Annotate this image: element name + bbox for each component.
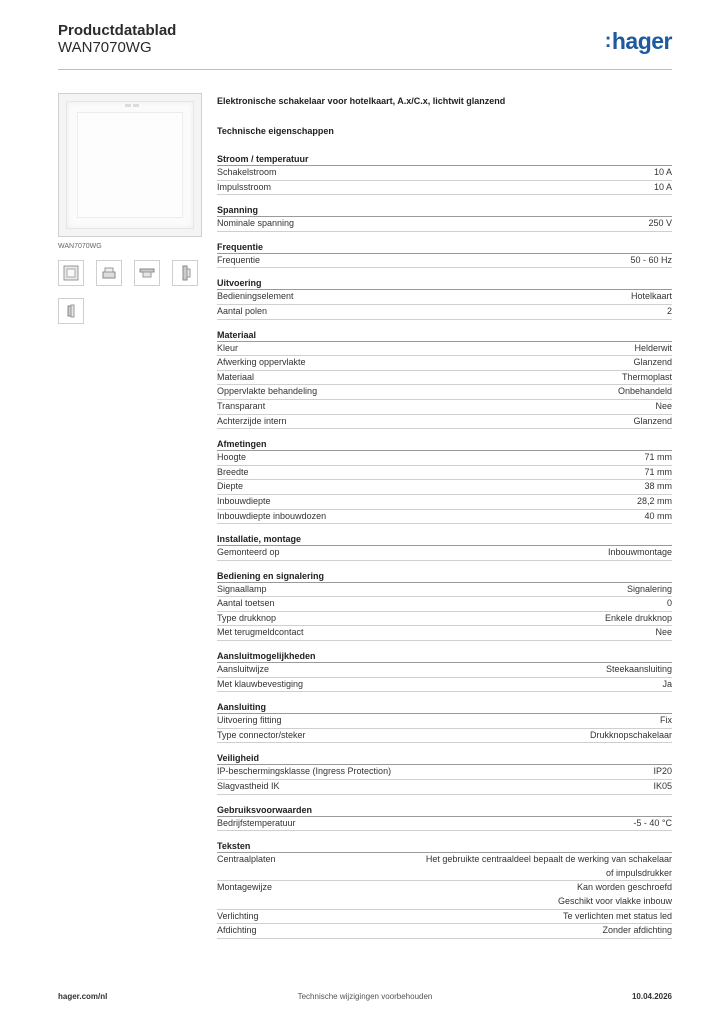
section-title: Frequentie <box>217 240 672 254</box>
spec-label: Signaallamp <box>217 583 267 594</box>
product-image-panel <box>58 93 202 324</box>
spec-row <box>217 371 672 386</box>
spec-value: Signalering <box>626 583 672 594</box>
spec-value: Te verlichten met status led <box>562 910 672 921</box>
product-description: Elektronische schakelaar voor hotelkaart, A.x/C.x, lichtwit glanzend <box>217 96 506 106</box>
spec-value: Zonder afdichting <box>602 925 672 936</box>
spec-label: Transparant <box>217 400 266 411</box>
section-title: Aansluitmogelijkheden <box>217 649 672 663</box>
spec-value: Nee <box>655 400 672 411</box>
spec-row <box>217 510 672 525</box>
spec-value: 40 mm <box>644 510 672 521</box>
spec-value: 10 A <box>653 181 672 192</box>
section-title: Aansluiting <box>217 700 672 714</box>
thumbnail-row <box>58 260 202 286</box>
spec-row <box>217 415 672 430</box>
spec-label: Frequentie <box>217 254 261 265</box>
spec-row <box>217 342 672 357</box>
spec-sections <box>217 152 672 939</box>
spec-section <box>217 276 672 319</box>
spec-value: Glanzend <box>633 415 672 426</box>
spec-value: Thermoplast <box>621 371 672 382</box>
spec-label: IP-beschermingsklasse (Ingress Protection) <box>217 766 392 777</box>
product-code: WAN7070WG <box>58 39 152 56</box>
footer-disclaimer: Technische wijzigingen voorbehouden <box>297 992 433 1001</box>
spec-row <box>217 451 672 466</box>
front-view-icon[interactable] <box>58 260 84 286</box>
spec-value: Glanzend <box>633 357 672 368</box>
spec-row <box>217 466 672 481</box>
spec-label: Slagvastheid IK <box>217 781 280 792</box>
spec-row <box>217 729 672 744</box>
spec-row <box>217 217 672 232</box>
section-title: Spanning <box>217 203 672 217</box>
spec-row <box>217 546 672 561</box>
spec-label: Impulsstroom <box>217 181 272 192</box>
spec-label: Nominale spanning <box>217 218 295 229</box>
spec-value: 71 mm <box>644 452 672 463</box>
spec-section <box>217 649 672 692</box>
spec-label: Type connector/steker <box>217 729 306 740</box>
spec-row <box>217 765 672 780</box>
spec-value: 50 - 60 Hz <box>630 254 672 265</box>
spec-row <box>217 853 672 881</box>
spec-section <box>217 532 672 561</box>
section-title: Stroom / temperatuur <box>217 152 672 166</box>
spec-section <box>217 569 672 641</box>
spec-label: Centraalplaten <box>217 854 276 865</box>
spec-label: Uitvoering fitting <box>217 715 282 726</box>
spec-section <box>217 839 672 939</box>
section-title: Gebruiksvoorwaarden <box>217 803 672 817</box>
spec-label: Oppervlakte behandeling <box>217 386 318 397</box>
spec-value: 28,2 mm <box>636 495 672 506</box>
spec-value: Enkele drukknop <box>604 612 672 623</box>
spec-value: 250 V <box>648 218 672 229</box>
spec-row <box>217 817 672 832</box>
spec-row <box>217 663 672 678</box>
technical-properties-heading: Technische eigenschappen <box>217 126 334 136</box>
spec-section <box>217 437 672 524</box>
spec-row <box>217 356 672 371</box>
spec-section <box>217 751 672 794</box>
spec-row <box>217 678 672 693</box>
spec-label: Aantal polen <box>217 305 268 316</box>
spec-label: Aansluitwijze <box>217 664 270 675</box>
footer-website[interactable]: hager.com/nl <box>58 992 108 1001</box>
spec-value: -5 - 40 °C <box>633 817 672 828</box>
spec-value: Nee <box>655 627 672 638</box>
edge-view-icon[interactable] <box>58 298 84 324</box>
spec-row <box>217 480 672 495</box>
spec-label: Montagewijze <box>217 882 273 893</box>
spec-row <box>217 385 672 400</box>
profile-view-icon[interactable] <box>172 260 198 286</box>
card-slot-mark <box>133 104 139 107</box>
spec-section <box>217 803 672 832</box>
product-photo <box>58 93 202 237</box>
spec-row <box>217 910 672 925</box>
spec-label: Inbouwdiepte <box>217 495 271 506</box>
spec-value: IK05 <box>653 781 672 792</box>
page-header <box>58 22 672 70</box>
hager-logo: :hager <box>604 28 672 54</box>
section-title: Afmetingen <box>217 437 672 451</box>
spec-value: Steekaansluiting <box>605 664 672 675</box>
spec-row <box>217 597 672 612</box>
spec-label: Diepte <box>217 481 244 492</box>
spec-value: Inbouwmontage <box>607 547 672 558</box>
spec-value: Onbehandeld <box>617 386 672 397</box>
spec-value: Helderwit <box>634 342 672 353</box>
spec-row <box>217 780 672 795</box>
logo-text: hager <box>611 28 672 54</box>
spec-value: 71 mm <box>644 466 672 477</box>
spec-label: Type drukknop <box>217 612 277 623</box>
spec-value: IP20 <box>653 766 672 777</box>
top-view-icon[interactable] <box>134 260 160 286</box>
spec-label: Materiaal <box>217 371 255 382</box>
spec-value: Het gebruikte centraaldeel bepaalt de werking van schakelaar of impulsdrukker <box>425 854 672 878</box>
spec-row <box>217 881 672 909</box>
spec-row <box>217 254 672 269</box>
spec-value: Fix <box>660 715 672 726</box>
spec-label: Met terugmeldcontact <box>217 627 304 638</box>
spec-label: Afwerking oppervlakte <box>217 357 306 368</box>
switch-rocker <box>77 112 183 218</box>
spec-row <box>217 714 672 729</box>
section-title: Uitvoering <box>217 276 672 290</box>
spec-row <box>217 305 672 320</box>
card-slot-mark <box>125 104 131 107</box>
side-view-icon[interactable] <box>96 260 122 286</box>
spec-label: Bedieningselement <box>217 291 294 302</box>
document-title: Productdatablad <box>58 22 177 39</box>
section-title: Materiaal <box>217 328 672 342</box>
spec-label: Aantal toetsen <box>217 598 275 609</box>
photo-caption: WAN7070WG <box>58 243 102 250</box>
spec-label: Breedte <box>217 466 249 477</box>
spec-label: Kleur <box>217 342 239 353</box>
spec-row <box>217 626 672 641</box>
spec-label: Inbouwdiepte inbouwdozen <box>217 510 327 521</box>
spec-section <box>217 203 672 232</box>
spec-row <box>217 166 672 181</box>
spec-label: Gemonteerd op <box>217 547 280 558</box>
spec-row <box>217 612 672 627</box>
spec-row <box>217 924 672 939</box>
spec-label: Achterzijde intern <box>217 415 287 426</box>
spec-row <box>217 583 672 598</box>
spec-value: 38 mm <box>644 481 672 492</box>
section-title: Bediening en signalering <box>217 569 672 583</box>
section-title: Veiligheid <box>217 751 672 765</box>
spec-section <box>217 152 672 195</box>
section-title: Teksten <box>217 839 672 853</box>
spec-value: Drukknopschakelaar <box>589 729 672 740</box>
spec-row <box>217 400 672 415</box>
spec-row <box>217 495 672 510</box>
spec-label: Bedrijfstemperatuur <box>217 817 296 828</box>
spec-label: Schakelstroom <box>217 167 277 177</box>
spec-value: 10 A <box>653 167 672 177</box>
spec-section <box>217 700 672 743</box>
section-title: Installatie, montage <box>217 532 672 546</box>
spec-value: Ja <box>662 678 672 689</box>
spec-row <box>217 290 672 305</box>
footer-date: 10.04.2026 <box>631 992 672 1001</box>
spec-label: Hoogte <box>217 452 247 463</box>
spec-label: Afdichting <box>217 925 257 936</box>
spec-value: Hotelkaart <box>630 291 672 302</box>
spec-section <box>217 240 672 269</box>
spec-value: Kan worden geschroefd Geschikt voor vlakke inbouw <box>557 882 672 906</box>
spec-label: Met klauwbevestiging <box>217 678 304 689</box>
specifications-panel <box>217 96 672 947</box>
spec-value: 0 <box>666 598 672 609</box>
thumbnail-row-2 <box>58 298 202 324</box>
spec-value: 2 <box>666 305 672 316</box>
spec-section <box>217 328 672 430</box>
spec-label: Verlichting <box>217 910 259 921</box>
spec-row <box>217 181 672 196</box>
